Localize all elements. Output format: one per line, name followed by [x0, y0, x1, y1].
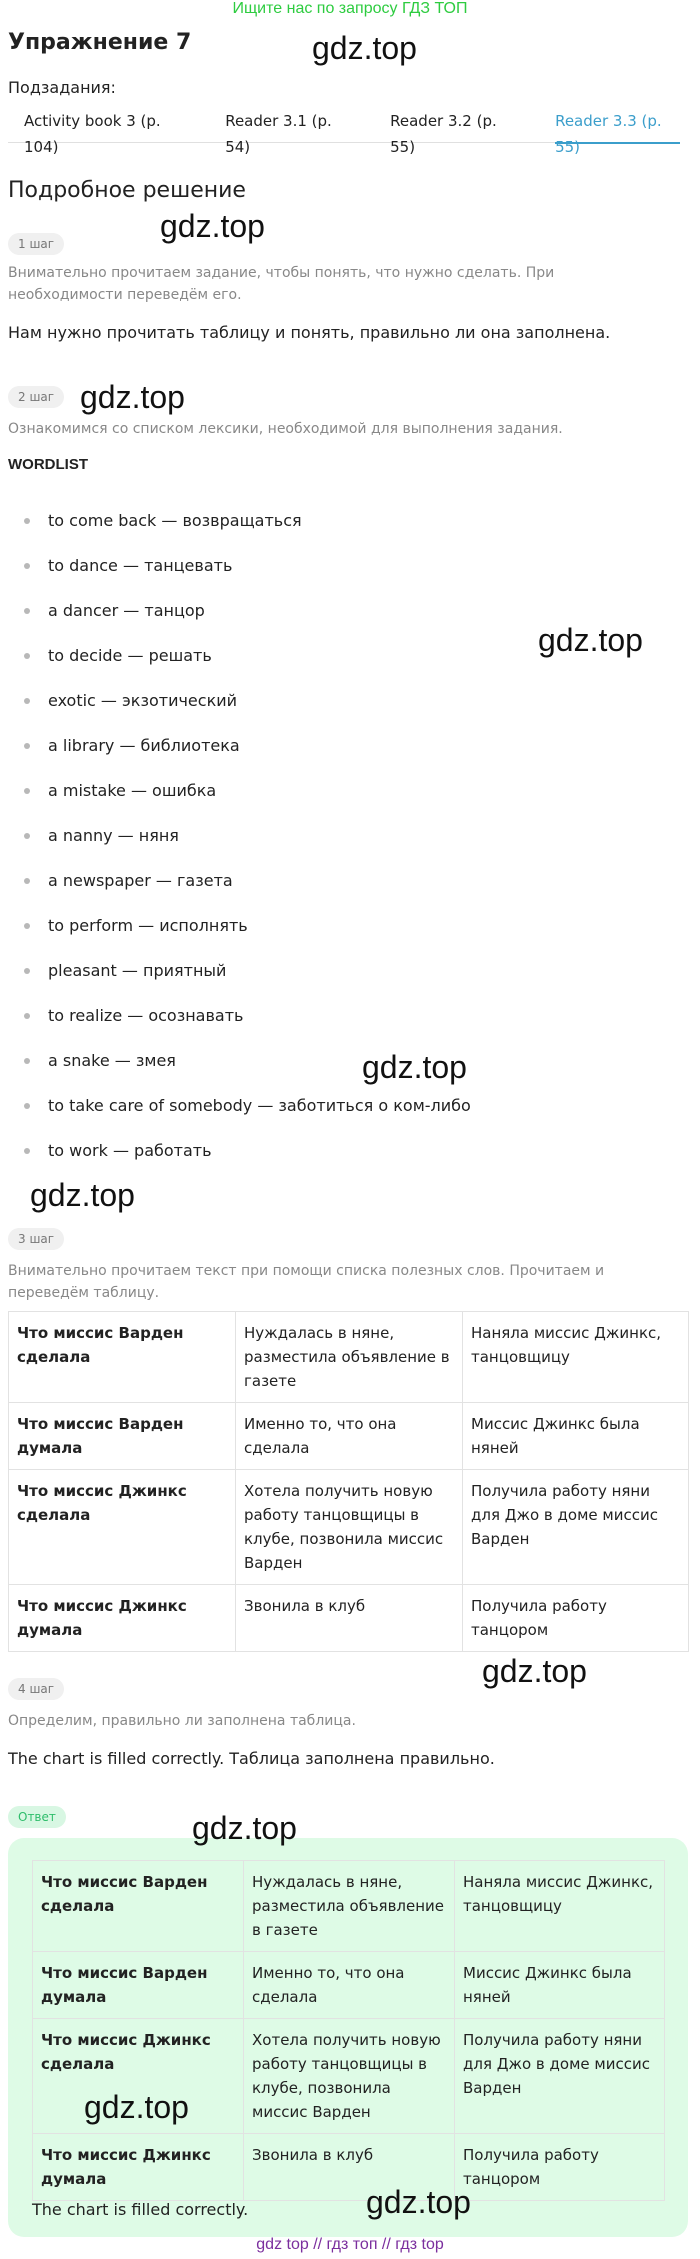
- table-row: [33, 1861, 665, 1952]
- table-cell: Что миссис Джинкс думала: [9, 1585, 236, 1652]
- table-row: [33, 1952, 665, 2019]
- table-cell: Что миссис Варден думала: [9, 1403, 236, 1470]
- step-badge: 4 шаг: [8, 1678, 64, 1700]
- list-item: to come back — возвращаться: [20, 498, 471, 543]
- watermark: gdz.top: [312, 30, 417, 66]
- table-cell: Получила работу танцором: [463, 1585, 689, 1652]
- list-item: to dance — танцевать: [20, 543, 471, 588]
- table-cell: Именно то, что она сделала: [236, 1403, 463, 1470]
- table-cell: Миссис Джинкс была няней: [455, 1952, 665, 2019]
- watermark: gdz.top: [160, 208, 265, 244]
- table-cell: Хотела получить новую работу танцовщицы в клубе, позвонила миссис Варден: [236, 1470, 463, 1585]
- table-cell: Что миссис Джинкс думала: [33, 2134, 244, 2201]
- list-item: to perform — исполнять: [20, 903, 471, 948]
- table-row: [9, 1585, 689, 1652]
- table-cell: Получила работу танцором: [455, 2134, 665, 2201]
- table-cell: Нуждалась в няне, разместила объявление в газете: [236, 1312, 463, 1403]
- solution-heading: Подробное решение: [8, 178, 246, 203]
- step-text: Нам нужно прочитать таблицу и понять, правильно ли она заполнена.: [8, 323, 611, 342]
- table-cell: Миссис Джинкс была няней: [463, 1403, 689, 1470]
- step-note: Определим, правильно ли заполнена таблица.: [8, 1713, 356, 1729]
- table-cell: Что миссис Джинкс сделала: [33, 2019, 244, 2134]
- watermark: gdz.top: [366, 2184, 471, 2220]
- table-cell: Именно то, что она сделала: [244, 1952, 455, 2019]
- watermark: gdz.top: [482, 1653, 587, 1689]
- table-cell: Наняла миссис Джинкс, танцовщицу: [455, 1861, 665, 1952]
- list-item: to decide — решать: [20, 633, 471, 678]
- watermark: gdz.top: [80, 379, 185, 415]
- tab-reader-3-3[interactable]: Reader 3.3 (p. 55): [555, 108, 680, 144]
- watermark: gdz.top: [30, 1177, 135, 1213]
- list-item: a nanny — няня: [20, 813, 471, 858]
- watermark: gdz.top: [538, 622, 643, 658]
- table-cell: Хотела получить новую работу танцовщицы в клубе, позвонила миссис Варден: [244, 2019, 455, 2134]
- step-text: The chart is filled correctly. Таблица заполнена правильно.: [8, 1749, 495, 1768]
- list-item: to take care of somebody — заботиться о ком-либо: [20, 1083, 471, 1128]
- table-cell: Что миссис Варден сделала: [33, 1861, 244, 1952]
- watermark: gdz.top: [362, 1049, 467, 1085]
- list-item: a library — библиотека: [20, 723, 471, 768]
- step-note: Внимательно прочитаем текст при помощи списка полезных слов. Прочитаем и переведём таблицу.: [8, 1263, 605, 1301]
- list-item: to realize — осознавать: [20, 993, 471, 1038]
- step-note: Ознакомимся со списком лексики, необходимой для выполнения задания.: [8, 421, 563, 437]
- wordlist-title: WORDLIST: [8, 456, 88, 473]
- watermark: gdz.top: [84, 2089, 189, 2125]
- answer-badge: Ответ: [8, 1806, 66, 1828]
- table-row: [33, 2134, 665, 2201]
- step-note: Внимательно прочитаем задание, чтобы понять, что нужно сделать. При необходимости переведём его.: [8, 265, 555, 303]
- list-item: exotic — экзотический: [20, 678, 471, 723]
- tab-reader-3-2[interactable]: Reader 3.2 (p. 55): [390, 112, 497, 156]
- promo-banner[interactable]: Ищите нас по запросу ГДЗ ТОП: [232, 0, 468, 17]
- page-title: Упражнение 7: [8, 30, 192, 55]
- data-table: [8, 1311, 689, 1652]
- table-cell: Наняла миссис Джинкс, танцовщицу: [463, 1312, 689, 1403]
- tab-reader-3-1[interactable]: Reader 3.1 (p. 54): [225, 112, 332, 156]
- table-cell: Получила работу няни для Джо в доме миссис Варден: [463, 1470, 689, 1585]
- step-badge: 3 шаг: [8, 1228, 64, 1250]
- answer-text: The chart is filled correctly.: [32, 2200, 249, 2219]
- table-cell: Нуждалась в няне, разместила объявление в газете: [244, 1861, 455, 1952]
- list-item: a mistake — ошибка: [20, 768, 471, 813]
- footer-links[interactable]: gdz top // гдз топ // гдз top: [256, 2236, 444, 2253]
- step-badge: 1 шаг: [8, 233, 64, 255]
- table-row: [9, 1312, 689, 1403]
- subtask-tabs: [8, 108, 680, 156]
- list-item: to work — работать: [20, 1128, 471, 1173]
- table-cell: Что миссис Варден думала: [33, 1952, 244, 2019]
- list-item: a snake — змея: [20, 1038, 471, 1083]
- table-row: [9, 1403, 689, 1470]
- table-cell: Что миссис Варден сделала: [9, 1312, 236, 1403]
- watermark: gdz.top: [192, 1810, 297, 1846]
- list-item: pleasant — приятный: [20, 948, 471, 993]
- table-cell: Звонила в клуб: [244, 2134, 455, 2201]
- tab-activity-book-3[interactable]: Activity book 3 (p. 104): [24, 112, 161, 156]
- answer-table: [32, 1860, 665, 2201]
- table-cell: Что миссис Джинкс сделала: [9, 1470, 236, 1585]
- table-cell: Звонила в клуб: [236, 1585, 463, 1652]
- table-row: [9, 1470, 689, 1585]
- subtasks-label: Подзадания:: [8, 78, 116, 97]
- list-item: a dancer — танцор: [20, 588, 471, 633]
- step-badge: 2 шаг: [8, 386, 64, 408]
- table-cell: Получила работу няни для Джо в доме миссис Варден: [455, 2019, 665, 2134]
- list-item: a newspaper — газета: [20, 858, 471, 903]
